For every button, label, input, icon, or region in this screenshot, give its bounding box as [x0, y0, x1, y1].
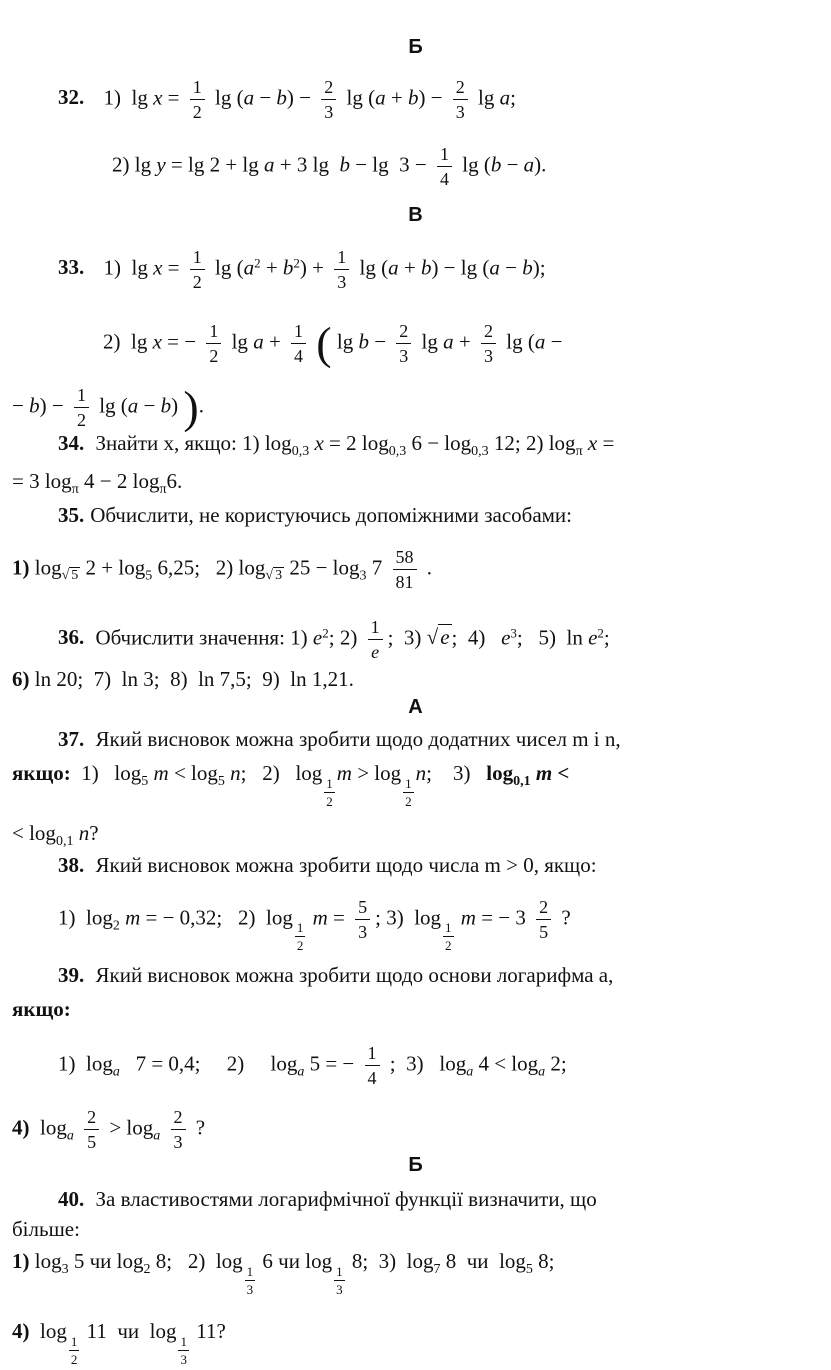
- problem-38-text: Який висновок можна зробити щодо числа m > 0, якщо:: [95, 853, 597, 877]
- problem-36-text: Обчислити значення:: [95, 625, 285, 650]
- problem-40-cont-text: більше:: [12, 1217, 80, 1241]
- problem-40-cont: [12, 1214, 831, 1244]
- problem-39-cont: [12, 994, 831, 1024]
- problem-35: [58, 500, 826, 530]
- problem-34-cont: = 3 $\log_\pi 4 - 2$ $\log_\pi 6$.: [12, 469, 183, 497]
- problem-40: [58, 1184, 831, 1214]
- problem-37-text: Який висновок можна зробити щодо додатних чисел m і n,: [95, 727, 621, 751]
- problem-39-expr-2: 4) $\log_a$ $\frac{2}{5}$ > $\log_a$ $\frac{2}{3}$ ?: [12, 1107, 206, 1152]
- section-heading-a: А: [408, 696, 423, 718]
- problem-35-expr: 1) $\log_{√ 5} 2 + \log_5 6,25$; 2) $\log_{√ 3} 25 - \log_3 7$ $\frac{58}{81}$ .: [12, 547, 433, 592]
- problem-38-expr: 1) $\log_2 m$ = − 0,32; 2) log $\frac{1}{2}$ m = $\frac{5}{3}$ ; 3) log $\frac{1}{2}$ m = − 3 $\frac{2}{5}$ ?: [58, 897, 571, 954]
- problem-number: 33.: [58, 255, 85, 280]
- problem-39-expr: 1) $\log_a 7 = 0,4$; 2) $\log_a 5$ = − $\frac{1}{4}$ ; 3) $\log_a 4 < \log_a 2$;: [58, 1043, 567, 1088]
- problem-39: [58, 960, 831, 990]
- problem-32-part-1: 32. 1) lg x = $\frac{1}{2}$ lg (a − b) − $\frac{2}{3}$ lg (a + b) − $\frac{2}{3}$ lg a;: [58, 77, 516, 122]
- problem-number: 34.: [58, 431, 85, 455]
- problem-number: 39.: [58, 963, 85, 987]
- problem-34: 34. Знайти x, якщо: 1) $\log_{0,3} x = 2$ $\log_{0,3} 6 - \log_{0,3} 12$; 2) $\log_\pi x$ =: [58, 431, 615, 459]
- problem-33-part-2-cont: − b) − $\frac{1}{2}$ lg (a − b) ).: [12, 381, 204, 433]
- problem-40-expr-2: 4) log $\frac{1}{2}$ 11 чи log $\frac{1}{3}$ 11?: [12, 1319, 226, 1367]
- problem-35-text: Обчислити, не користуючись допоміжними засобами:: [90, 503, 573, 527]
- problem-number: 38.: [58, 853, 85, 877]
- problem-number: 37.: [58, 727, 85, 751]
- problem-39-text: Який висновок можна зробити щодо основи логарифма a,: [95, 963, 614, 987]
- problem-36: 36. Обчислити значення: 1) $e^2$; 2) $\frac{1}{e}$ ; 3) √e; 4) $e^3$; 5) $\ln e^2$;: [58, 617, 610, 662]
- problem-33-part-1: 33. 1) lg x = $\frac{1}{2}$ $\lg (a^2 + b^2)$ + $\frac{1}{3}$ lg (a + b) − lg (a − b);: [58, 247, 546, 292]
- section-heading-b-2: Б: [408, 1154, 423, 1176]
- problem-37: [58, 724, 831, 754]
- problem-36-cont: 6) ln 20; 7) ln 3; 8) ln 7,5; 9) ln 1,21.: [12, 667, 354, 691]
- problem-number: 40.: [58, 1187, 85, 1211]
- problem-32-part-2: 2) lg y = lg 2 + lg a + 3 lg b − lg 3 − $\frac{1}{4}$ lg (b − a).: [112, 144, 547, 189]
- problem-37-cont: якщо: 1) $\log_5 m < \log_5 n$; 2) log $\frac{1}{2}$ m > log $\frac{1}{2}$ n; 3) $\log_{0,1} m$ <: [12, 761, 570, 809]
- problem-40-expr: 1) $\log_3 5$ чи $\log_2 8$; 2) log $\frac{1}{3}$ 6 чи log $\frac{1}{3}$ 8; 3) $\log_7 8$ чи $\log_5 8$;: [12, 1249, 555, 1297]
- problem-40-text: За властивостями логарифмічної функції визначити, що: [95, 1187, 597, 1211]
- problem-number: 32.: [58, 85, 85, 110]
- problem-number: 36.: [58, 625, 85, 650]
- problem-33-part-2: 2) lg x = − $\frac{1}{2}$ lg a + $\frac{1}{4}$ ( lg b − $\frac{2}{3}$ lg a + $\frac{2}{3}$ lg (a −: [103, 317, 563, 369]
- problem-number: 35.: [58, 503, 85, 527]
- section-heading-b: Б: [408, 36, 423, 58]
- problem-37-cont-text: якщо:: [12, 761, 71, 785]
- problem-39-cont-text: якщо:: [12, 997, 71, 1021]
- problem-37-cont-2: < $\log_{0,1} n$?: [12, 821, 99, 849]
- section-heading-v: В: [408, 204, 423, 226]
- problem-34-text: Знайти x, якщо:: [95, 431, 237, 455]
- problem-38: [58, 850, 831, 880]
